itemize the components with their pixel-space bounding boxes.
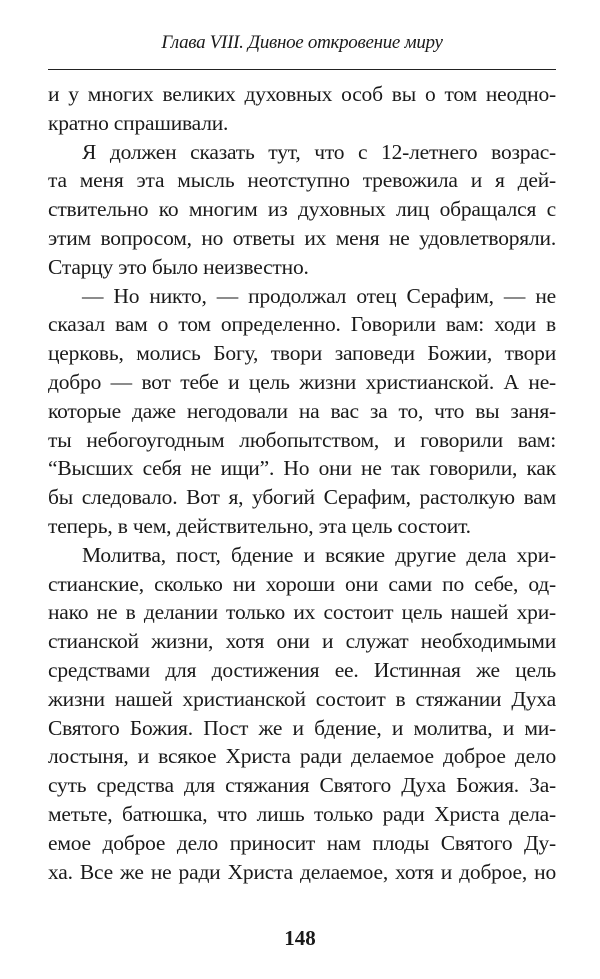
text-line: “Высших себя не ищи”. Но они не так говорили, как: [48, 456, 556, 481]
text-line: средствами для достижения ее. Истинная же цель: [48, 657, 556, 682]
text-line: Молитва, пост, бдение и всякие другие дела хри-: [82, 542, 556, 567]
text-line: этим вопросом, но ответы их меня не удовлетворяли.: [48, 225, 556, 250]
text-line: теперь, в чем, действительно, эта цель состоит.: [48, 513, 471, 538]
text-line: та меня эта мысль неотступно тревожила и я дей-: [48, 168, 556, 193]
text-line: которые даже негодовали на вас за то, что вы заня-: [48, 398, 556, 423]
text-line: лостыня, и всякое Христа ради делаемое доброе дело: [48, 744, 556, 769]
text-line: нако не в делании только их состоит цель нашей хри-: [48, 600, 556, 625]
text-line: ха. Все же не ради Христа делаемое, хотя и доброе, но: [48, 859, 556, 884]
paragraph: [48, 282, 556, 541]
page-body: [48, 80, 556, 886]
header-rule: [48, 69, 556, 70]
text-line: емое доброе дело приносит нам плоды Святого Ду-: [48, 830, 556, 855]
text-line: церковь, молись Богу, твори заповеди Божии, твори: [48, 341, 556, 366]
text-line: добро — вот тебе и цель жизни христианской. А не-: [48, 369, 556, 394]
text-line: стианские, сколько ни хороши они сами по себе, од-: [48, 571, 556, 596]
text-line: кратно спрашивали.: [48, 110, 229, 135]
text-line: Я должен сказать тут, что с 12-летнего возрас-: [82, 139, 556, 164]
text-line: сказал вам о том определенно. Говорили вам: ходи в: [48, 312, 556, 337]
paragraph: [48, 80, 556, 138]
text-line: метьте, батюшка, что лишь только ради Христа дела-: [48, 801, 556, 826]
running-header: Глава VIII. Дивное откровение миру: [161, 32, 443, 53]
paragraph: [48, 138, 556, 282]
text-line: Старцу это было неизвестно.: [48, 254, 309, 279]
paragraph: [48, 541, 556, 887]
text-line: Святого Божия. Пост же и бдение, и молитва, и ми-: [48, 715, 556, 740]
text-line: бы следовало. Вот я, убогий Серафим, растолкую вам: [48, 485, 556, 510]
text-line: — Но никто, — продолжал отец Серафим, — не: [82, 283, 556, 308]
text-line: и у многих великих духовных особ вы о том неодно-: [48, 82, 556, 106]
text-line: ты небогоугодным любопытством, и говорили вам:: [48, 427, 556, 452]
text-line: стианской жизни, хотя они и служат необходимыми: [48, 629, 556, 654]
text-line: ствительно ко многим из духовных лиц обращался с: [48, 197, 556, 222]
text-line: суть средства для стяжания Святого Духа Божия. За-: [48, 773, 556, 798]
text-line: жизни нашей христианской состоит в стяжании Духа: [48, 686, 556, 711]
page-number: 148: [284, 926, 316, 950]
